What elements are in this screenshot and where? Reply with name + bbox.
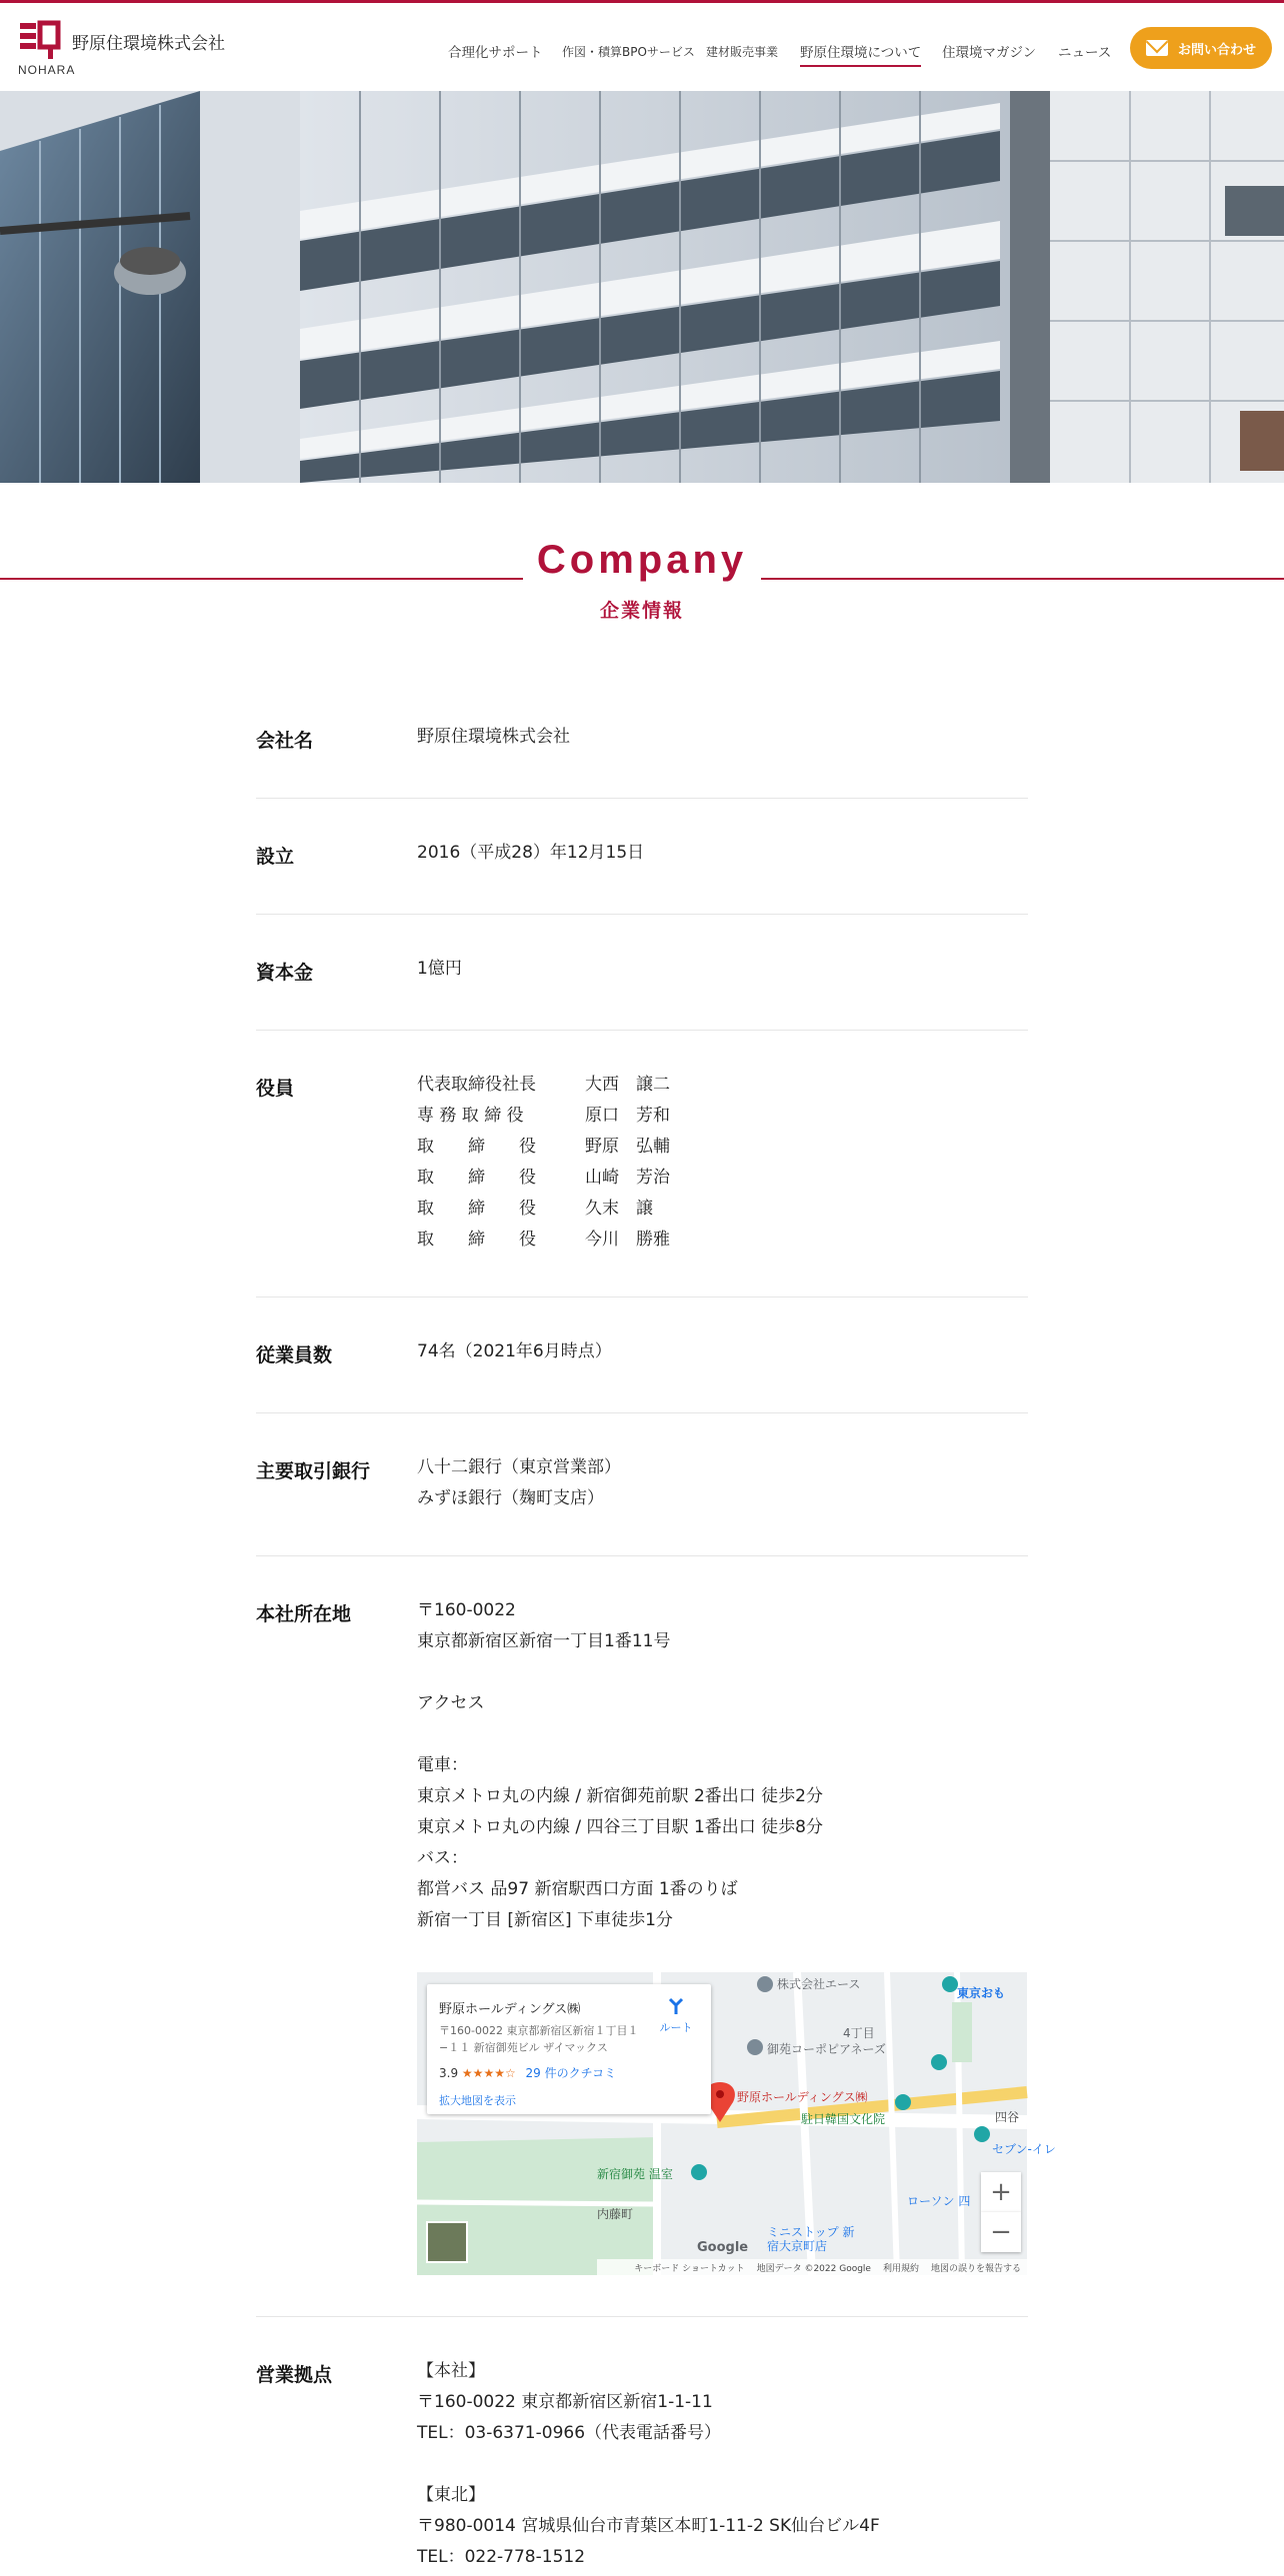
officer-row (417, 1070, 670, 1101)
map-enlarge-link[interactable]: 拡大地図を表示 (439, 2094, 516, 2107)
officer-role: 取 締 役 (417, 1199, 536, 1219)
section-title (0, 538, 1284, 583)
directions-icon (666, 1996, 686, 2016)
founded-label: 設立 (256, 846, 295, 868)
nav-item-support[interactable]: 合理化サポート (448, 45, 543, 61)
company-name-value (417, 722, 570, 753)
officer-name: 野原 弘輔 (585, 1137, 670, 1157)
officer-role: 取 締 役 (417, 1230, 536, 1250)
bank-item: 八十二銀行（東京営業部） (417, 1457, 621, 1477)
capital-text: 1億円 (417, 959, 462, 979)
section-title-text: Company (523, 538, 761, 582)
employees-text: 74名（2021年6月時点） (417, 1341, 612, 1361)
map-label: セブン-イレ (992, 2142, 1056, 2156)
hq-line: 東京都新宿区新宿一丁目1番11号 (417, 1631, 671, 1651)
bank-item: みずほ銀行（麹町支店） (417, 1488, 604, 1508)
building-photo (0, 91, 1284, 483)
map-label: 株式会社エース (777, 1977, 861, 1991)
logo-text: 野原住環境株式会社 (72, 34, 225, 54)
map-label: 4丁目 (843, 2026, 875, 2040)
map-label: 四谷 (995, 2110, 1020, 2124)
info-row-founded (256, 798, 1028, 915)
founded-text: 2016（平成28）年12月15日 (417, 843, 645, 863)
office-line: 〒980-0014 宮城県仙台市青葉区本町1-11-2 SK仙台ビル4F (417, 2516, 880, 2536)
office-line: 【本社】 (417, 2361, 485, 2381)
officer-row (417, 1194, 670, 1225)
info-row-capital (256, 914, 1028, 1031)
banks-label: 主要取引銀行 (256, 1460, 371, 1482)
map-label: 東京おも (957, 1986, 1006, 2000)
employees-value (417, 1336, 612, 1367)
google-map-embed[interactable] (417, 1972, 1056, 2275)
officers-list (417, 1070, 670, 1256)
offices-value (417, 2356, 880, 2573)
zoom-in-button[interactable]: + (981, 2172, 1021, 2212)
officer-name: 大西 譲二 (585, 1075, 670, 1095)
hq-line: バス： (417, 1848, 468, 1868)
officer-name: 今川 勝雅 (585, 1230, 670, 1250)
main-nav (0, 41, 1284, 65)
officer-row (417, 1101, 670, 1132)
info-row-offices (256, 2316, 1028, 2576)
hq-line: 東京メトロ丸の内線 / 四谷三丁目駅 1番出口 徒歩8分 (417, 1817, 823, 1837)
officer-row (417, 1163, 670, 1194)
google-logo: Google (697, 2240, 749, 2255)
map-place-name: 野原ホールディングス㈱ (439, 2002, 581, 2017)
contact-button[interactable] (1130, 27, 1272, 69)
info-row-company-name (256, 700, 1028, 799)
map-rating-value: 3.9 (439, 2066, 459, 2080)
map-label: 内藤町 (597, 2207, 634, 2221)
founded-value (417, 838, 644, 869)
map-route-button[interactable] (651, 1996, 701, 2035)
hq-line: 新宿一丁目 [新宿区] 下車徒歩1分 (417, 1910, 673, 1930)
hq-label: 本社所在地 (256, 1603, 352, 1625)
map-shortcuts-link[interactable]: キーボード ショートカット (634, 2263, 745, 2274)
map-label: 駐日韓国文化院 (801, 2112, 886, 2126)
hq-line: 〒160-0022 (417, 1600, 516, 1620)
map-place-address: 〒160-0022 東京都新宿区新宿１丁目１−１１ 新宿御苑ビル ザイマックス (439, 2024, 639, 2054)
hq-line: 東京メトロ丸の内線 / 新宿御苑前駅 2番出口 徒歩2分 (417, 1786, 823, 1806)
map-label: ミニストップ 新宿大京町店 (767, 2225, 855, 2253)
nav-item-magazine[interactable]: 住環境マガジン (942, 45, 1037, 61)
map-rating-stars: ★★★★☆ (461, 2066, 516, 2080)
officer-role: 代表取締役社長 (417, 1075, 536, 1095)
mail-icon (1146, 40, 1168, 56)
capital-label: 資本金 (256, 962, 314, 984)
hero-image (0, 91, 1284, 483)
nav-item-materials[interactable]: 建材販売事業 (706, 45, 779, 59)
officer-name: 山崎 芳治 (585, 1168, 670, 1188)
hq-line (417, 1657, 823, 1688)
hq-line: アクセス (417, 1693, 485, 1713)
office-line: TEL：03-6371-0966（代表電話番号） (417, 2423, 722, 2443)
hq-value (417, 1595, 823, 1936)
officers-label: 役員 (256, 1078, 295, 1100)
map-report-link[interactable]: 地図の誤りを報告する (930, 2263, 1021, 2274)
officer-role: 専 務 取 締 役 (417, 1106, 524, 1126)
hq-line (417, 1719, 823, 1750)
officer-name: 原口 芳和 (585, 1106, 670, 1126)
zoom-out-button[interactable]: − (981, 2212, 1021, 2252)
officer-role: 取 締 役 (417, 1137, 536, 1157)
officer-row (417, 1225, 670, 1256)
contact-button-label: お問い合わせ (1177, 42, 1256, 58)
map-label: 御苑コーポピアネーズ (767, 2042, 886, 2056)
employees-label: 従業員数 (256, 1344, 333, 1366)
office-line: TEL：022-778-1512 (417, 2547, 586, 2567)
site-header (0, 3, 1284, 91)
hq-line: 電車： (417, 1755, 468, 1775)
map-label: 野原ホールディングス㈱ (737, 2090, 868, 2104)
capital-value (417, 954, 462, 985)
offices-label: 営業拠点 (256, 2364, 333, 2386)
map-footer (597, 2259, 1027, 2275)
company-name-label: 会社名 (256, 730, 314, 752)
map-label: 新宿御苑 温室 (597, 2167, 673, 2181)
nav-item-about[interactable]: 野原住環境について (800, 41, 921, 67)
info-row-employees (256, 1296, 1028, 1413)
hq-line: 都営バス 品97 新宿駅西口方面 1番のりば (417, 1879, 738, 1899)
officer-role: 取 締 役 (417, 1168, 536, 1188)
map-rating (439, 2064, 616, 2081)
office-line: 【東北】 (417, 2485, 485, 2505)
company-name-text: 野原住環境株式会社 (417, 727, 570, 747)
officer-name: 久末 譲 (585, 1199, 653, 1219)
nav-item-news[interactable]: ニュース (1058, 45, 1112, 61)
banks-value (417, 1452, 621, 1514)
map-route-label: ルート (659, 2021, 693, 2034)
office-line (417, 2449, 880, 2480)
office-line: 〒160-0022 東京都新宿区新宿1-1-11 (417, 2392, 713, 2412)
nav-item-bpo[interactable]: 作図・積算BPOサービス (562, 45, 695, 59)
info-row-officers (256, 1030, 1028, 1297)
map-label: ローソン 四 (907, 2194, 971, 2208)
officer-row (417, 1132, 670, 1163)
map-reviews-link[interactable]: 29 件のクチコミ (525, 2066, 617, 2080)
info-row-banks (256, 1412, 1028, 1556)
map-place-card (427, 1984, 711, 2114)
section-subtitle: 企業情報 (599, 600, 684, 622)
map-terms-link[interactable]: 利用規約 (882, 2263, 919, 2274)
logo-subtext: NOHARA (18, 63, 76, 77)
map-data-credit: 地図データ ©2022 Google (756, 2263, 871, 2274)
